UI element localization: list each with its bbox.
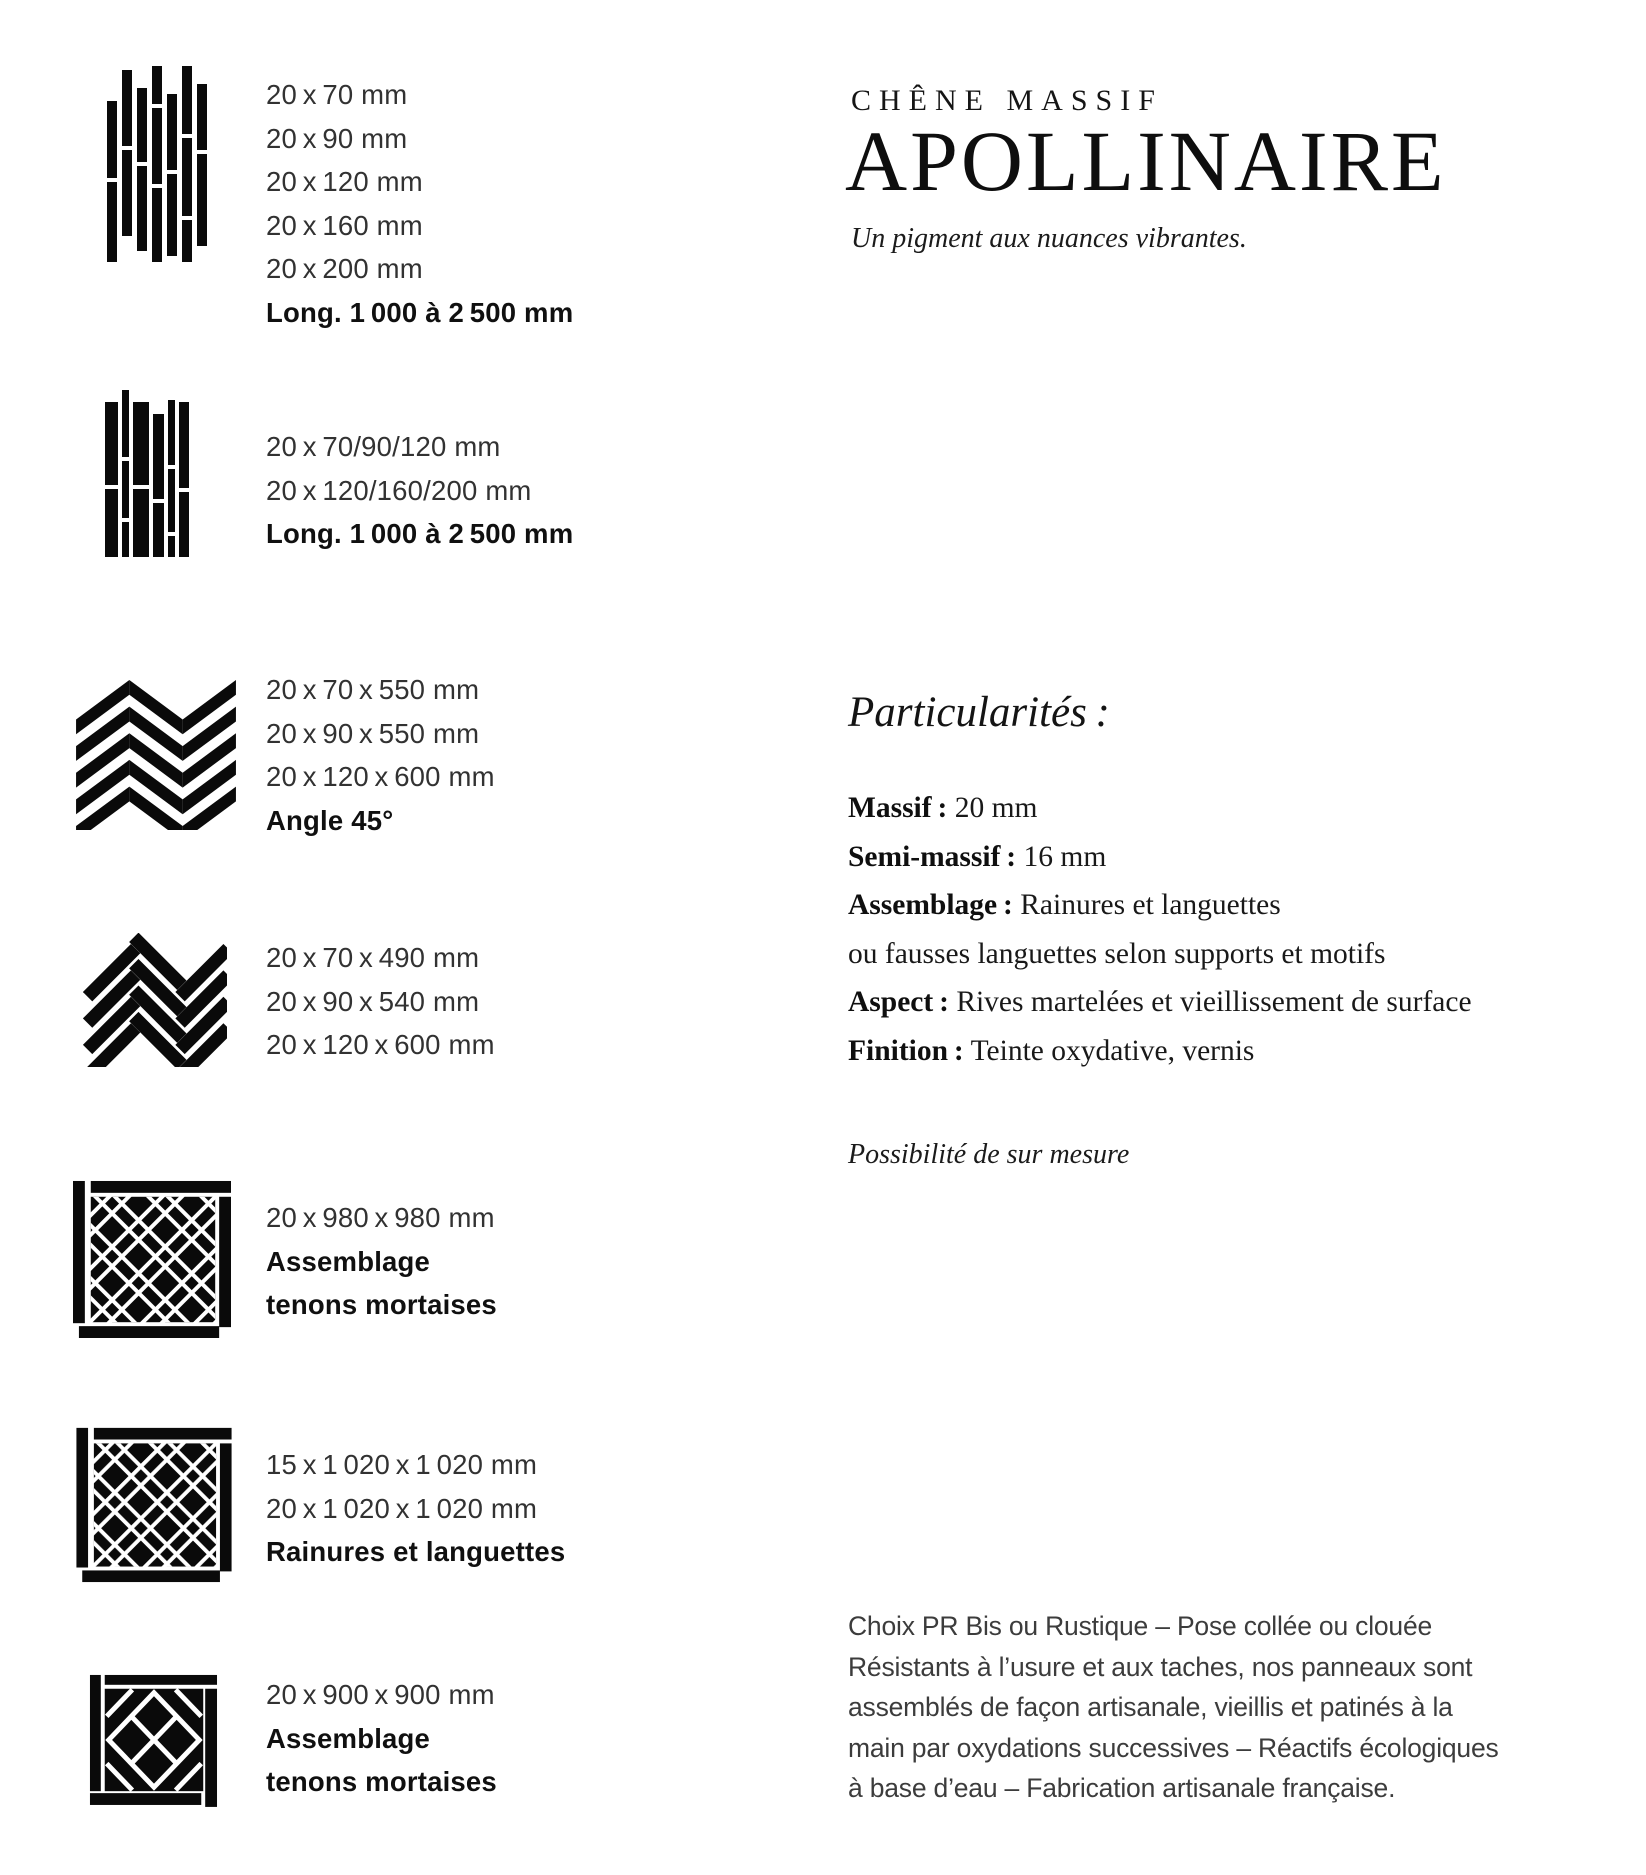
dimension-line: 20 x 120 mm [266, 166, 423, 197]
herringbone-pattern-icon [83, 933, 227, 1067]
collection-kicker: CHÊNE MASSIF [851, 84, 1163, 117]
dimension-line: 20 x 160 mm [266, 209, 423, 241]
dimension-line: 20 x 980 x 980 mm [266, 1202, 495, 1233]
format-7-dimensions [266, 1673, 497, 1804]
dimension-line: 15 x 1 020 x 1 020 mm [266, 1449, 538, 1480]
angle-note: Angle 45° [266, 804, 394, 836]
format-2-dimensions [266, 425, 573, 556]
footer-line: assemblés de façon artisanale, vieillis et patinés à la [848, 1692, 1453, 1723]
assembly-note: Rainures et languettes [266, 1536, 566, 1567]
spec-value: Teinte oxydative, vernis [963, 1034, 1255, 1067]
dimension-line: 20 x 120 x 600 mm [266, 1029, 495, 1060]
spec-value: Rainures et languettes [1012, 889, 1281, 921]
format-5-dimensions [266, 1196, 497, 1327]
length-note: Long. 1 000 à 2 500 mm [266, 296, 574, 328]
diamond-panel-icon [88, 1667, 218, 1807]
dimension-line: 20 x 90 mm [266, 122, 408, 154]
spec-value: 20 mm [947, 792, 1038, 824]
footer-description [848, 1606, 1499, 1809]
mixed-width-strips-pattern-icon [105, 382, 193, 557]
page-subtitle: Un pigment aux nuances vibrantes. [851, 223, 1247, 254]
spec-label: Finition : [848, 1034, 964, 1067]
dimension-line: 20 x 900 x 900 mm [266, 1679, 495, 1710]
chevron-pattern-icon [75, 680, 237, 830]
spec-line [848, 881, 1472, 930]
assembly-note: tenons mortaises [266, 1289, 497, 1320]
dimension-line: 20 x 90 x 550 mm [266, 717, 480, 749]
spec-list [848, 784, 1472, 1075]
spec-label: Semi-massif : [848, 840, 1017, 873]
spec-line [848, 978, 1472, 1027]
format-3-dimensions [266, 668, 495, 842]
custom-size-note: Possibilité de sur mesure [848, 1139, 1130, 1170]
format-1-dimensions [266, 73, 573, 334]
spec-line [848, 1027, 1472, 1076]
spec-value: 16 mm [1016, 840, 1107, 873]
spec-value: ou fausses languettes selon supports et motifs [848, 937, 1386, 970]
basketweave-panel-icon [76, 1424, 232, 1584]
mosaic-strips-pattern-icon [107, 66, 207, 262]
spec-line [848, 930, 1472, 979]
assembly-note: tenons mortaises [266, 1766, 497, 1797]
assembly-note: Assemblage [266, 1722, 431, 1754]
dimension-line: 20 x 70 mm [266, 79, 408, 110]
spec-line [848, 784, 1472, 833]
page-title: APOLLINAIRE [845, 113, 1447, 209]
footer-line: main par oxydations successives – Réactifs écologiques [848, 1732, 1499, 1763]
footer-line: à base d’eau – Fabrication artisanale française. [848, 1773, 1396, 1804]
assembly-note: Assemblage [266, 1245, 431, 1277]
dimension-line: 20 x 70/90/120 mm [266, 431, 501, 462]
dimension-line: 20 x 1 020 x 1 020 mm [266, 1492, 538, 1524]
footer-line: Choix PR Bis ou Rustique – Pose collée ou clouée [848, 1611, 1433, 1641]
dimension-line: 20 x 90 x 540 mm [266, 985, 480, 1017]
length-note: Long. 1 000 à 2 500 mm [266, 518, 574, 549]
spec-label: Massif : [848, 792, 948, 824]
format-6-dimensions [266, 1443, 565, 1574]
particularites-heading: Particularités : [848, 689, 1110, 736]
footer-line: Résistants à l’usure et aux taches, nos panneaux sont [848, 1651, 1473, 1682]
dimension-line: 20 x 120 x 600 mm [266, 761, 495, 792]
spec-value: Rives martelées et vieillissement de surface [948, 986, 1472, 1018]
format-4-dimensions [266, 936, 495, 1067]
dimension-line: 20 x 70 x 490 mm [266, 942, 480, 973]
spec-label: Assemblage : [848, 889, 1013, 921]
spec-line [848, 833, 1472, 882]
spec-label: Aspect : [848, 986, 949, 1018]
dimension-line: 20 x 70 x 550 mm [266, 674, 480, 705]
dimension-line: 20 x 200 mm [266, 253, 423, 284]
basketweave-panel-icon [73, 1177, 231, 1340]
dimension-line: 20 x 120/160/200 mm [266, 474, 532, 506]
